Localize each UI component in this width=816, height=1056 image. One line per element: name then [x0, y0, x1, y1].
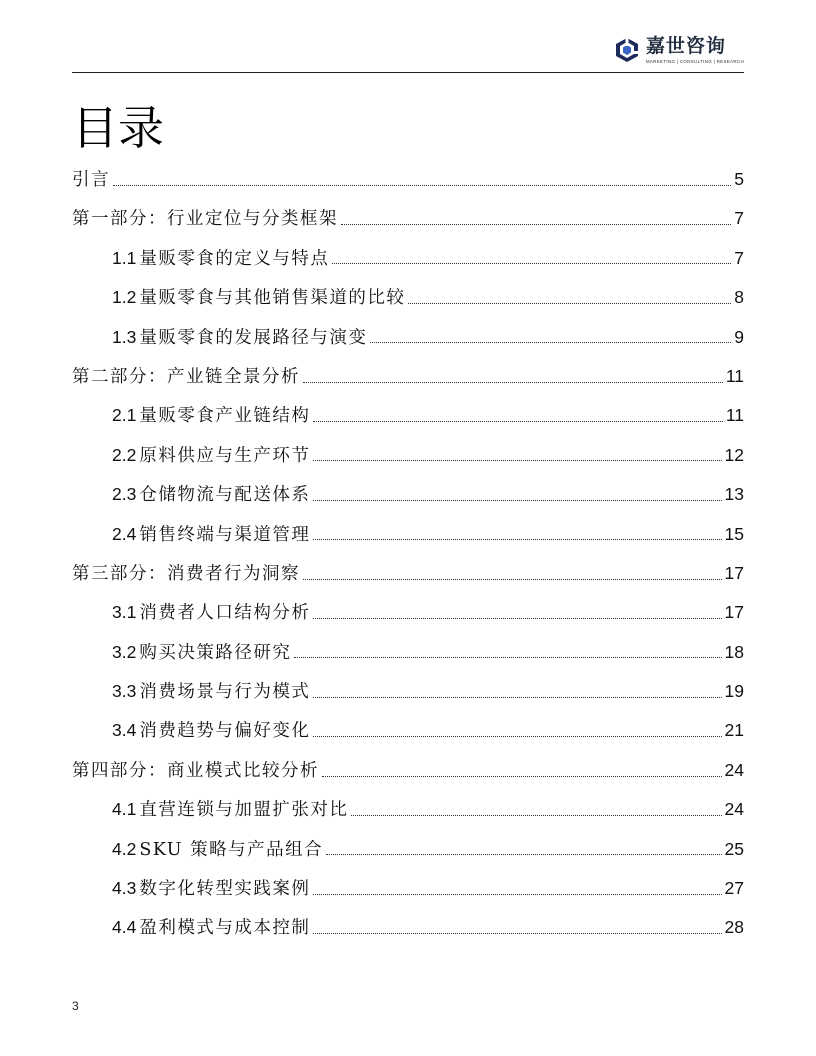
toc-entry-number: 2.3	[112, 484, 137, 505]
toc-dot-leader	[313, 696, 721, 698]
toc-entry-text: 引言	[72, 170, 110, 190]
toc-dot-leader	[303, 578, 722, 580]
toc-entry-number: 3.3	[112, 681, 137, 702]
toc-entry-text: 量贩零食的定义与特点	[139, 248, 330, 269]
toc-entry-label	[112, 672, 310, 712]
toc-dot-leader	[326, 853, 721, 855]
toc-dot-leader	[313, 459, 721, 461]
toc-entry-label	[112, 711, 310, 751]
toc-entry-number: 1.2	[112, 287, 137, 308]
toc-entry-label	[112, 515, 310, 555]
toc-subsection-entry[interactable]	[72, 869, 744, 908]
toc-subsection-entry[interactable]	[72, 593, 744, 632]
toc-dot-leader	[370, 341, 731, 343]
toc-entry-label	[72, 752, 319, 791]
toc-subsection-entry[interactable]	[72, 396, 744, 435]
toc-entry-label	[112, 869, 310, 909]
toc-entry-label	[112, 475, 310, 515]
toc-entry-text: 原料供应与生产环节	[139, 445, 311, 466]
toc-entry-text: 消费者人口结构分析	[139, 603, 311, 624]
toc-entry-label	[112, 396, 310, 436]
toc-dot-leader	[313, 893, 721, 895]
toc-entry-label	[112, 633, 291, 673]
toc-dot-leader	[351, 814, 721, 816]
toc-page-number: 11	[725, 365, 744, 386]
jiashi-logo-icon	[614, 37, 640, 63]
toc-entry-label	[112, 318, 367, 358]
toc-dot-leader	[322, 775, 722, 777]
toc-subsection-entry[interactable]	[72, 278, 744, 317]
toc-entry-number: 3.4	[112, 720, 137, 741]
toc-dot-leader	[313, 617, 721, 619]
toc-dot-leader	[313, 499, 721, 501]
toc-page-number: 18	[724, 641, 744, 662]
toc-entry-number: 3.2	[112, 641, 137, 662]
toc-dot-leader	[332, 262, 731, 264]
toc-subsection-entry[interactable]	[72, 711, 744, 750]
page-number: 3	[72, 999, 79, 1013]
toc-dot-leader	[313, 420, 723, 422]
toc-entry-text: 仓储物流与配送体系	[139, 485, 311, 506]
toc-section-entry[interactable]	[72, 751, 744, 790]
toc-page-number: 24	[724, 799, 744, 820]
toc-page-number: 5	[734, 169, 744, 189]
toc-dot-leader	[313, 932, 721, 934]
toc-entry-text: 第四部分：商业模式比较分析	[72, 760, 319, 781]
company-logo	[614, 36, 744, 68]
toc-page-number: 7	[734, 247, 744, 268]
toc-entry-number: 4.1	[112, 799, 137, 820]
toc-section-entry[interactable]	[72, 554, 744, 593]
toc-entry-label	[112, 278, 405, 318]
toc-entry-label	[112, 908, 310, 948]
toc-page-number: 21	[724, 720, 744, 741]
page-header	[72, 28, 744, 73]
toc-page-number: 17	[724, 562, 744, 583]
toc-dot-leader	[294, 656, 721, 658]
toc-page-number: 28	[724, 917, 744, 938]
toc-entry-number: 1.3	[112, 326, 137, 347]
toc-page-number: 13	[724, 484, 744, 505]
toc-section-entry[interactable]	[72, 160, 744, 199]
toc-subsection-entry[interactable]	[72, 515, 744, 554]
toc-subsection-entry[interactable]	[72, 318, 744, 357]
toc-page-number: 17	[724, 602, 744, 623]
toc-entry-text: 量贩零食的发展路径与演变	[139, 327, 368, 348]
toc-entry-text: 数字化转型实践案例	[139, 879, 311, 900]
toc-entry-label	[72, 555, 300, 594]
toc-entry-label	[112, 593, 310, 633]
toc-entry-text: 消费场景与行为模式	[139, 682, 311, 703]
toc-entry-number: 4.3	[112, 878, 137, 899]
toc-entry-label	[112, 239, 329, 279]
toc-entry-text: 消费趋势与偏好变化	[139, 721, 311, 742]
toc-page-number: 8	[734, 287, 744, 308]
toc-page-number: 15	[724, 523, 744, 544]
toc-dot-leader	[113, 184, 731, 186]
toc-entry-number: 2.4	[112, 523, 137, 544]
toc-dot-leader	[313, 538, 721, 540]
toc-entry-text: 第三部分：消费者行为洞察	[72, 563, 300, 584]
toc-entry-number: 2.2	[112, 444, 137, 465]
toc-section-entry[interactable]	[72, 357, 744, 396]
toc-subsection-entry[interactable]	[72, 908, 744, 947]
toc-subsection-entry[interactable]	[72, 436, 744, 475]
toc-page-number: 12	[724, 444, 744, 465]
toc-subsection-entry[interactable]	[72, 633, 744, 672]
toc-entry-text: 盈利模式与成本控制	[139, 918, 311, 939]
toc-title: 目录	[72, 101, 164, 155]
toc-page-number: 25	[724, 838, 744, 859]
toc-subsection-entry[interactable]	[72, 239, 744, 278]
toc-entry-label	[112, 830, 323, 870]
toc-entry-number: 2.1	[112, 405, 137, 426]
toc-entry-number: 4.4	[112, 917, 137, 938]
toc-entry-text: 量贩零食与其他销售渠道的比较	[139, 288, 406, 309]
toc-page-number: 24	[724, 759, 744, 780]
toc-entry-text: 购买决策路径研究	[139, 642, 292, 663]
toc-entry-label	[72, 161, 110, 200]
toc-subsection-entry[interactable]	[72, 790, 744, 829]
toc-entry-text: 第一部分：行业定位与分类框架	[72, 209, 338, 230]
toc-subsection-entry[interactable]	[72, 672, 744, 711]
toc-entry-label	[112, 790, 348, 830]
logo-tagline: MARKETING | CONSULTING | RESEARCH	[645, 59, 744, 64]
toc-dot-leader	[408, 302, 731, 304]
toc-page-number: 11	[725, 405, 744, 426]
toc-entry-text: 直营连锁与加盟扩张对比	[139, 800, 349, 821]
toc-entry-label	[72, 200, 338, 239]
toc-subsection-entry[interactable]	[72, 475, 744, 514]
table-of-contents	[72, 160, 744, 948]
toc-subsection-entry[interactable]	[72, 830, 744, 869]
toc-entry-text: 销售终端与渠道管理	[139, 524, 311, 545]
toc-entry-number: 3.1	[112, 602, 137, 623]
toc-dot-leader	[341, 223, 731, 225]
toc-entry-text: SKU 策略与产品组合	[139, 839, 324, 860]
toc-entry-text: 量贩零食产业链结构	[139, 406, 311, 427]
logo-name: 嘉世咨询	[645, 35, 726, 57]
toc-dot-leader	[313, 735, 721, 737]
toc-page-number: 7	[734, 208, 744, 229]
toc-dot-leader	[303, 381, 723, 383]
toc-page-number: 19	[724, 681, 744, 702]
toc-section-entry[interactable]	[72, 199, 744, 238]
toc-page-number: 9	[734, 326, 744, 347]
toc-entry-number: 1.1	[112, 247, 137, 268]
toc-entry-label	[72, 358, 300, 397]
toc-page-number: 27	[724, 878, 744, 899]
toc-entry-label	[112, 436, 310, 476]
toc-entry-number: 4.2	[112, 838, 137, 859]
toc-entry-text: 第二部分：产业链全景分析	[72, 366, 300, 387]
